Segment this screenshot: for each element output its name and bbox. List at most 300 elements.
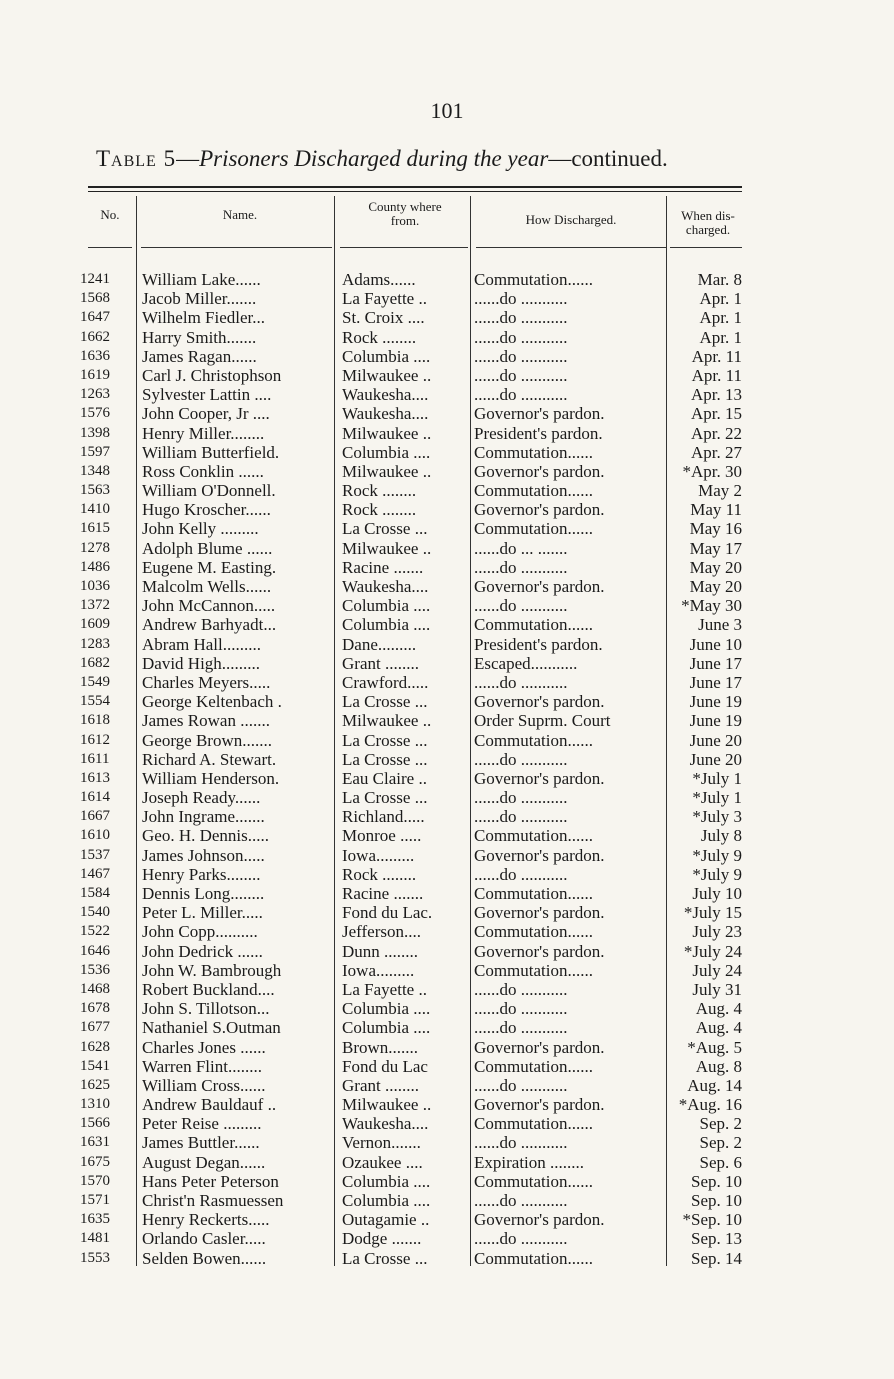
cell-how-discharged: ......do ...........	[474, 1075, 568, 1095]
cell-name: John S. Tillotson...	[142, 999, 270, 1019]
title-continued: —continued.	[548, 146, 668, 171]
cell-number: 1662	[80, 328, 110, 345]
cell-name: Hans Peter Peterson	[142, 1171, 279, 1191]
cell-when-discharged: Apr. 27	[691, 442, 742, 462]
table-row	[0, 865, 894, 884]
cell-name: Nathaniel S.Outman	[142, 1018, 281, 1038]
cell-county: Iowa.........	[342, 960, 415, 980]
cell-name: Ross Conklin ......	[142, 461, 264, 481]
cell-number: 1631	[80, 1134, 110, 1151]
cell-county: Milwaukee ..	[342, 423, 432, 443]
cell-when-discharged: July 31	[692, 979, 742, 999]
cell-name: Joseph Ready......	[142, 788, 261, 808]
cell-when-discharged: Apr. 1	[699, 289, 742, 309]
cell-name: Peter Reise .........	[142, 1114, 262, 1134]
table-row	[0, 884, 894, 903]
header-county-line1: County where	[368, 199, 442, 214]
table-row	[0, 999, 894, 1018]
cell-when-discharged: Sep. 10	[691, 1191, 742, 1210]
table-row	[0, 961, 894, 980]
table-row	[0, 1038, 894, 1057]
cell-name: Abram Hall.........	[142, 634, 261, 654]
cell-when-discharged: June 17	[689, 672, 742, 692]
cell-number: 1571	[80, 1192, 110, 1208]
cell-number: 1467	[80, 865, 110, 882]
header-no: No.	[100, 207, 120, 222]
cell-name: John Dedrick ......	[142, 941, 263, 961]
table-row	[0, 922, 894, 941]
cell-county: Columbia ....	[342, 999, 431, 1019]
cell-when-discharged: Sep. 2	[699, 1114, 742, 1134]
table-title	[96, 146, 756, 172]
title-dash: —	[176, 146, 200, 171]
cell-when-discharged: *Sep. 10	[682, 1210, 742, 1230]
cell-how-discharged: Commutation......	[474, 615, 593, 635]
cell-number: 1036	[80, 578, 110, 594]
cell-how-discharged: President's pardon.	[474, 423, 603, 443]
table-row	[0, 481, 894, 500]
page-number: 101	[430, 98, 464, 123]
cell-name: John Cooper, Jr ....	[142, 404, 270, 424]
table-row	[0, 289, 894, 308]
cell-county: Racine .......	[342, 884, 424, 903]
table-row	[0, 654, 894, 673]
table-row	[0, 1229, 894, 1248]
table-row	[0, 826, 894, 845]
table-row	[0, 846, 894, 865]
cell-county: Rock ........	[342, 327, 417, 347]
cell-name: Orlando Casler.....	[142, 1229, 266, 1249]
cell-name: James Ragan......	[142, 346, 257, 366]
table-row	[0, 1210, 894, 1229]
cell-county: Columbia ....	[342, 346, 431, 366]
cell-how-discharged: Governor's pardon.	[474, 692, 605, 712]
table-row	[0, 1153, 894, 1172]
cell-name: William Butterfield.	[142, 442, 280, 462]
cell-county: Racine .......	[342, 557, 424, 577]
cell-how-discharged: ......do ...........	[474, 385, 568, 405]
cell-how-discharged: Commutation......	[474, 922, 593, 942]
table-row	[0, 596, 894, 615]
cell-when-discharged: *May 30	[681, 596, 742, 616]
cell-county: Columbia ....	[342, 615, 431, 635]
cell-how-discharged: ......do ...........	[474, 864, 568, 884]
cell-county: Richland.....	[342, 807, 425, 827]
cell-how-discharged: ......do ...........	[474, 557, 568, 577]
cell-how-discharged: ......do ...........	[474, 672, 568, 692]
table-row	[0, 1057, 894, 1076]
cell-number: 1576	[80, 405, 110, 422]
cell-name: James Buttler......	[142, 1133, 260, 1153]
table-row	[0, 308, 894, 327]
cell-name: Charles Meyers.....	[142, 672, 271, 692]
cell-name: Sylvester Lattin ....	[142, 385, 272, 405]
cell-how-discharged: Commutation......	[474, 481, 593, 501]
cell-county: Vernon.......	[342, 1133, 421, 1153]
cell-when-discharged: June 17	[689, 653, 742, 673]
cell-when-discharged: June 20	[689, 730, 742, 750]
table-row	[0, 539, 894, 558]
cell-number: 1610	[80, 827, 110, 844]
table-title-italic: Prisoners Discharged during the year	[199, 146, 549, 171]
cell-number: 1615	[80, 520, 110, 537]
cell-how-discharged: Commutation......	[474, 730, 593, 750]
header-when-line2: charged.	[685, 222, 731, 237]
cell-when-discharged: Apr. 22	[691, 423, 742, 443]
cell-when-discharged: July 10	[692, 884, 742, 903]
cell-name: Christ'n Rasmuessen	[142, 1191, 284, 1210]
cell-number: 1241	[80, 271, 110, 287]
cell-how-discharged: ......do ...........	[474, 308, 568, 328]
cell-county: Crawford.....	[342, 672, 429, 692]
cell-how-discharged: Commutation......	[474, 960, 593, 980]
cell-how-discharged: ......do ...........	[474, 1018, 568, 1038]
cell-when-discharged: *July 1	[692, 788, 742, 808]
cell-number: 1563	[80, 482, 110, 499]
cell-county: Fond du Lac.	[342, 903, 433, 923]
cell-how-discharged: ......do ...........	[474, 289, 568, 309]
cell-when-discharged: Aug. 4	[695, 1018, 742, 1038]
cell-name: John Ingrame.......	[142, 807, 265, 827]
cell-how-discharged: Governor's pardon.	[474, 845, 605, 865]
table-row	[0, 788, 894, 807]
cell-how-discharged: ......do ...........	[474, 1133, 568, 1153]
cell-number: 1263	[80, 386, 110, 403]
cell-name: James Johnson.....	[142, 845, 265, 865]
cell-when-discharged: June 3	[698, 615, 742, 635]
cell-how-discharged: Governor's pardon.	[474, 461, 605, 481]
cell-county: Columbia ....	[342, 596, 431, 616]
cell-number: 1540	[80, 904, 110, 921]
cell-when-discharged: Mar. 8	[697, 270, 742, 289]
cell-name: Geo. H. Dennis.....	[142, 826, 270, 846]
top-rule	[88, 186, 742, 188]
cell-number: 1568	[80, 290, 110, 307]
cell-when-discharged: Sep. 10	[691, 1171, 742, 1191]
table-label: Table 5	[96, 146, 177, 171]
cell-when-discharged: Sep. 2	[699, 1133, 742, 1153]
cell-number: 1597	[80, 443, 110, 460]
cell-county: Iowa.........	[342, 845, 415, 865]
cell-when-discharged: *July 24	[683, 941, 742, 961]
cell-how-discharged: ......do ... .......	[474, 538, 568, 558]
table-row	[0, 328, 894, 347]
cell-county: Rock ........	[342, 500, 417, 520]
cell-number: 1553	[80, 1249, 110, 1266]
header-county	[340, 200, 470, 228]
cell-when-discharged: *July 15	[683, 903, 742, 923]
cell-name: Jacob Miller.......	[142, 289, 257, 309]
cell-name: John W. Bambrough	[142, 960, 282, 980]
cell-name: Carl J. Christophson	[142, 365, 282, 385]
cell-when-discharged: May 17	[689, 538, 742, 558]
cell-county: La Fayette ..	[342, 289, 427, 309]
cell-county: Columbia ....	[342, 1171, 431, 1191]
cell-when-discharged: July 24	[692, 960, 742, 980]
cell-name: George Brown.......	[142, 730, 272, 750]
cell-name: Selden Bowen......	[142, 1248, 267, 1268]
cell-how-discharged: Expiration ........	[474, 1152, 585, 1172]
cell-name: Andrew Bauldauf ..	[142, 1095, 277, 1115]
cell-when-discharged: Aug. 14	[687, 1075, 742, 1095]
top-rule-thin	[88, 191, 742, 192]
table-row	[0, 404, 894, 423]
cell-number: 1682	[80, 654, 110, 671]
cell-county: Waukesha....	[342, 1114, 429, 1134]
cell-county: Dunn ........	[342, 941, 419, 961]
cell-number: 1675	[80, 1153, 110, 1170]
cell-how-discharged: Commutation......	[474, 884, 593, 903]
header-rule-how	[476, 247, 666, 248]
cell-county: La Crosse ...	[342, 788, 428, 808]
header-name: Name.	[222, 207, 258, 222]
cell-when-discharged: Apr. 1	[699, 327, 742, 347]
table-row	[0, 769, 894, 788]
table-row	[0, 1095, 894, 1114]
cell-when-discharged: Sep. 6	[699, 1152, 742, 1172]
cell-county: Dodge .......	[342, 1229, 422, 1249]
cell-name: William O'Donnell.	[142, 481, 276, 501]
cell-county: Eau Claire ..	[342, 768, 427, 788]
cell-how-discharged: Governor's pardon.	[474, 903, 605, 923]
cell-number: 1636	[80, 347, 110, 364]
table-row	[0, 731, 894, 750]
cell-county: Milwaukee ..	[342, 461, 432, 481]
cell-number: 1635	[80, 1211, 110, 1228]
table-row	[0, 692, 894, 711]
cell-name: George Keltenbach .	[142, 692, 282, 712]
cell-name: Robert Buckland....	[142, 979, 275, 999]
cell-name: Hugo Kroscher......	[142, 500, 271, 520]
cell-number: 1618	[80, 712, 110, 729]
table-row	[0, 558, 894, 577]
cell-how-discharged: Governor's pardon.	[474, 1210, 605, 1230]
table-row	[0, 615, 894, 634]
cell-how-discharged: ......do ...........	[474, 365, 568, 385]
table-row	[0, 1114, 894, 1133]
cell-how-discharged: ......do ...........	[474, 749, 568, 769]
cell-when-discharged: Apr. 15	[691, 404, 742, 424]
table-row	[0, 443, 894, 462]
cell-county: La Crosse ...	[342, 749, 428, 769]
cell-when-discharged: Aug. 8	[695, 1056, 742, 1076]
cell-county: Columbia ....	[342, 1191, 431, 1210]
cell-name: John Copp..........	[142, 922, 258, 942]
cell-number: 1566	[80, 1115, 110, 1132]
cell-when-discharged: June 20	[689, 749, 742, 769]
cell-number: 1678	[80, 1000, 110, 1017]
cell-when-discharged: May 11	[690, 500, 742, 520]
cell-name: John Kelly .........	[142, 519, 259, 539]
table-body	[0, 270, 894, 1268]
cell-how-discharged: ......do ...........	[474, 346, 568, 366]
cell-name: Adolph Blume ......	[142, 538, 273, 558]
cell-how-discharged: Commutation......	[474, 1171, 593, 1191]
cell-name: Harry Smith.......	[142, 327, 257, 347]
table-row	[0, 711, 894, 730]
cell-number: 1667	[80, 808, 110, 825]
cell-county: Columbia ....	[342, 1018, 431, 1038]
cell-number: 1646	[80, 942, 110, 959]
table-row	[0, 347, 894, 366]
cell-county: Dane.........	[342, 634, 417, 654]
cell-how-discharged: President's pardon.	[474, 634, 603, 654]
cell-how-discharged: ......do ...........	[474, 596, 568, 616]
header-rule-when	[670, 247, 742, 248]
cell-number: 1481	[80, 1230, 110, 1247]
table-row	[0, 366, 894, 385]
cell-how-discharged: Commutation......	[474, 1248, 593, 1268]
cell-when-discharged: May 2	[698, 481, 742, 501]
table-row	[0, 903, 894, 922]
cell-when-discharged: Apr. 1	[699, 308, 742, 328]
cell-county: Rock ........	[342, 481, 417, 501]
cell-county: Columbia ....	[342, 442, 431, 462]
cell-how-discharged: Governor's pardon.	[474, 941, 605, 961]
cell-county: Fond du Lac	[342, 1056, 428, 1076]
cell-county: Adams......	[342, 270, 416, 289]
cell-when-discharged: *Aug. 5	[687, 1037, 742, 1057]
cell-name: James Rowan .......	[142, 711, 270, 731]
table-row	[0, 500, 894, 519]
cell-county: Milwaukee ..	[342, 538, 432, 558]
header-when	[668, 209, 748, 237]
cell-number: 1609	[80, 616, 110, 633]
table-row	[0, 807, 894, 826]
header-when-line1: When dis-	[681, 208, 735, 223]
cell-county: Milwaukee ..	[342, 1095, 432, 1115]
cell-how-discharged: Governor's pardon.	[474, 1037, 605, 1057]
cell-number: 1625	[80, 1076, 110, 1093]
table-row	[0, 635, 894, 654]
cell-name: David High.........	[142, 653, 261, 673]
cell-county: Milwaukee ..	[342, 365, 432, 385]
cell-county: Grant ........	[342, 653, 419, 673]
cell-when-discharged: Sep. 14	[691, 1248, 742, 1268]
cell-when-discharged: *July 3	[692, 807, 742, 827]
cell-when-discharged: Apr. 13	[691, 385, 742, 405]
cell-number: 1554	[80, 693, 110, 710]
cell-number: 1677	[80, 1019, 110, 1036]
table-row	[0, 1249, 894, 1268]
cell-number: 1410	[80, 501, 110, 518]
cell-number: 1283	[80, 635, 110, 652]
cell-county: Brown.......	[342, 1037, 419, 1057]
cell-name: Peter L. Miller.....	[142, 903, 263, 923]
cell-how-discharged: Commutation......	[474, 1056, 593, 1076]
cell-county: Jefferson....	[342, 922, 421, 942]
cell-number: 1541	[80, 1057, 110, 1074]
cell-county: Outagamie ..	[342, 1210, 430, 1230]
cell-name: Andrew Barhyadt...	[142, 615, 277, 635]
cell-county: St. Croix ....	[342, 308, 425, 328]
cell-when-discharged: Aug. 4	[695, 999, 742, 1019]
cell-number: 1619	[80, 366, 110, 383]
cell-name: Dennis Long........	[142, 884, 265, 903]
cell-number: 1398	[80, 424, 110, 441]
table-row	[0, 270, 894, 289]
cell-when-discharged: Apr. 11	[691, 365, 742, 385]
cell-county: La Crosse ...	[342, 1248, 428, 1268]
cell-how-discharged: ......do ...........	[474, 999, 568, 1019]
cell-when-discharged: *July 9	[692, 864, 742, 884]
header-rule-no	[88, 247, 132, 248]
cell-when-discharged: July 23	[692, 922, 742, 942]
cell-county: Milwaukee ..	[342, 711, 432, 731]
table-row	[0, 519, 894, 538]
cell-number: 1536	[80, 961, 110, 978]
cell-county: Waukesha....	[342, 385, 429, 405]
cell-how-discharged: ......do ...........	[474, 807, 568, 827]
header-how: How Discharged.	[525, 212, 617, 227]
cell-name: John McCannon.....	[142, 596, 276, 616]
table-row	[0, 1018, 894, 1037]
cell-number: 1522	[80, 923, 110, 940]
table-row	[0, 1076, 894, 1095]
cell-county: Monroe .....	[342, 826, 422, 846]
cell-when-discharged: *Aug. 16	[678, 1095, 742, 1115]
cell-how-discharged: Escaped...........	[474, 653, 578, 673]
cell-when-discharged: *Apr. 30	[682, 461, 742, 481]
table-row	[0, 1172, 894, 1191]
cell-county: La Crosse ...	[342, 730, 428, 750]
cell-number: 1348	[80, 462, 110, 479]
cell-name: Henry Parks........	[142, 864, 261, 884]
cell-number: 1372	[80, 597, 110, 614]
cell-name: Warren Flint........	[142, 1056, 262, 1076]
cell-number: 1614	[80, 789, 110, 806]
cell-when-discharged: June 19	[689, 692, 742, 712]
cell-name: Richard A. Stewart.	[142, 749, 277, 769]
table-row	[0, 750, 894, 769]
cell-name: Charles Jones ......	[142, 1037, 266, 1057]
cell-number: 1613	[80, 769, 110, 786]
cell-how-discharged: Governor's pardon.	[474, 1095, 605, 1115]
cell-when-discharged: June 10	[689, 634, 742, 654]
cell-when-discharged: Apr. 11	[691, 346, 742, 366]
table-row	[0, 424, 894, 443]
header-rule-name	[141, 247, 332, 248]
cell-when-discharged: May 20	[689, 557, 742, 577]
cell-how-discharged: Commutation......	[474, 826, 593, 846]
cell-name: Henry Reckerts.....	[142, 1210, 270, 1230]
cell-how-discharged: Governor's pardon.	[474, 577, 605, 596]
cell-how-discharged: Commutation......	[474, 519, 593, 539]
cell-when-discharged: *July 1	[692, 768, 742, 788]
cell-number: 1628	[80, 1038, 110, 1055]
cell-how-discharged: ......do ...........	[474, 788, 568, 808]
cell-county: Waukesha....	[342, 404, 429, 424]
table-row	[0, 942, 894, 961]
cell-name: Wilhelm Fiedler...	[142, 308, 266, 328]
table-row	[0, 385, 894, 404]
table-row	[0, 462, 894, 481]
cell-how-discharged: Governor's pardon.	[474, 404, 605, 424]
cell-how-discharged: ......do ...........	[474, 1229, 568, 1249]
cell-name: Eugene M. Easting.	[142, 557, 277, 577]
cell-name: William Henderson.	[142, 768, 280, 788]
cell-how-discharged: Governor's pardon.	[474, 768, 605, 788]
cell-when-discharged: May 20	[689, 577, 742, 596]
cell-name: Henry Miller........	[142, 423, 265, 443]
cell-how-discharged: Commutation......	[474, 1114, 593, 1134]
cell-number: 1468	[80, 980, 110, 997]
cell-county: La Fayette ..	[342, 979, 427, 999]
cell-how-discharged: ......do ...........	[474, 979, 568, 999]
table-row	[0, 1191, 894, 1210]
cell-how-discharged: Commutation......	[474, 442, 593, 462]
cell-how-discharged: Order Suprm. Court	[474, 711, 611, 731]
